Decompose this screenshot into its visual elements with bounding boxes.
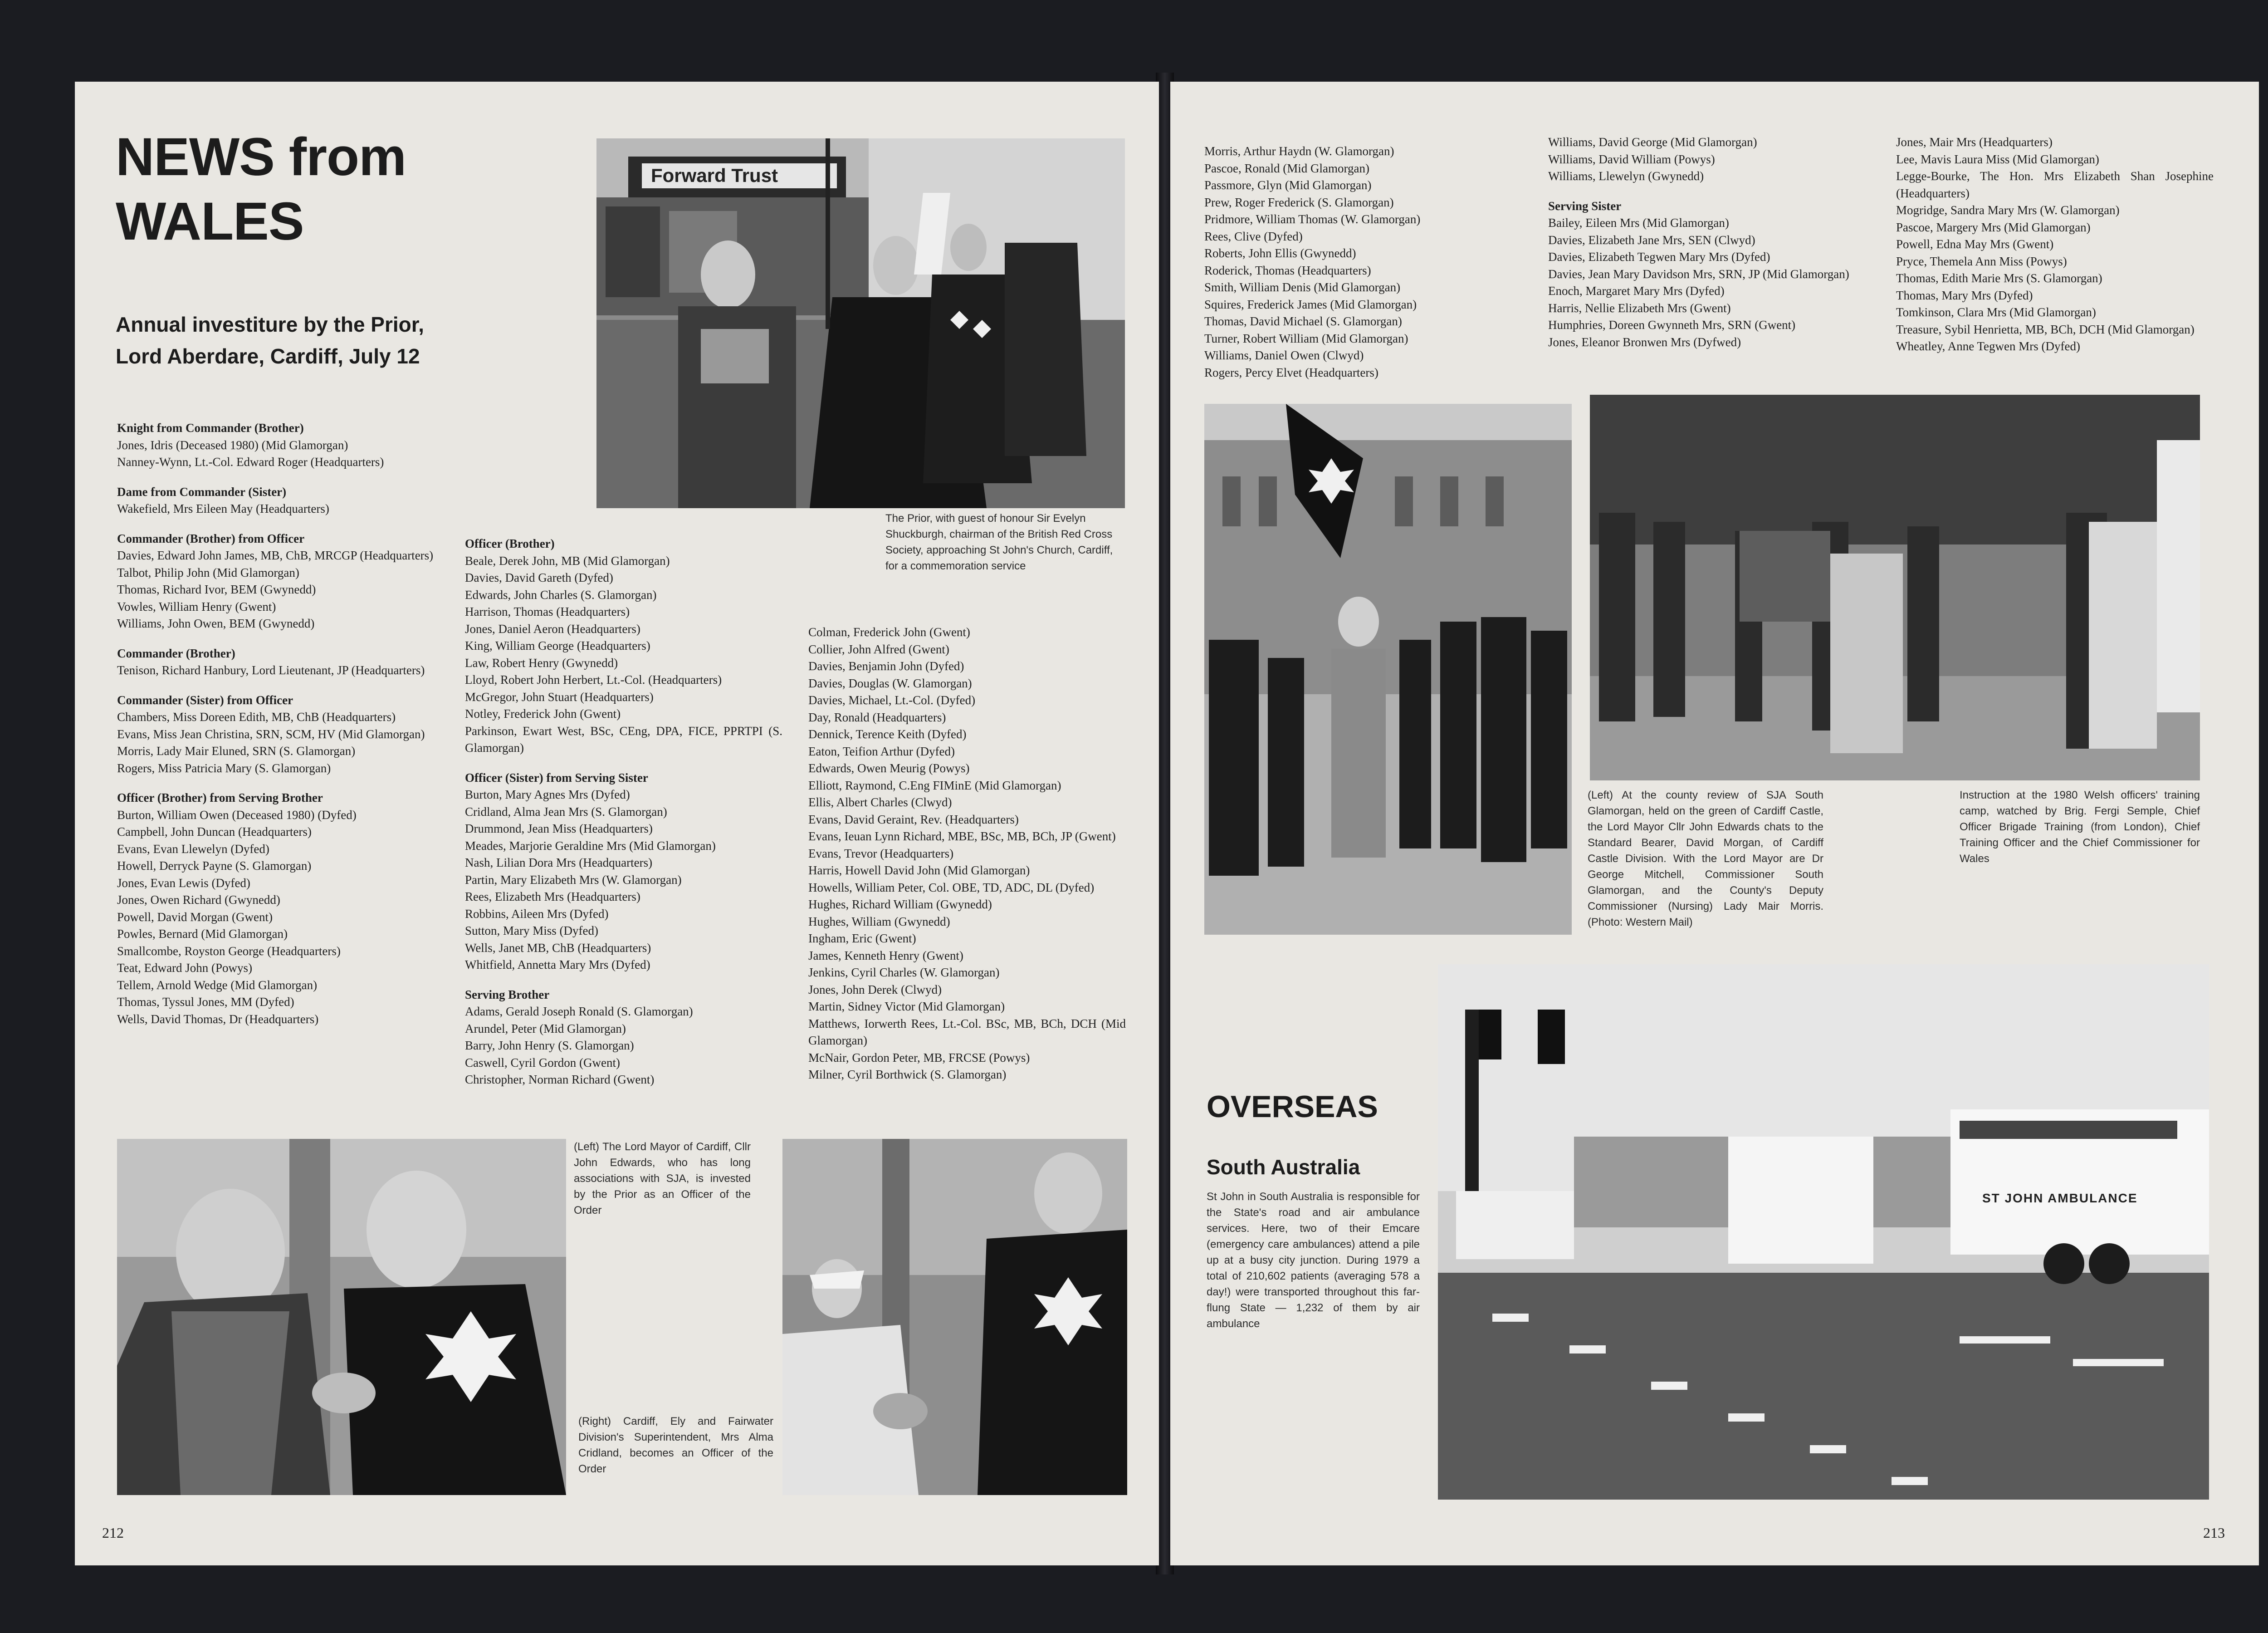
honours-entry: Nanney-Wynn, Lt.-Col. Edward Roger (Headquarters) bbox=[117, 455, 384, 469]
honours-section bbox=[117, 484, 435, 518]
honours-entry: Wells, Janet MB, ChB (Headquarters) bbox=[465, 941, 651, 955]
castle-review-caption: (Left) At the county review of SJA South Glamorgan, held on the green of Cardiff Castle, the Lord Mayor Cllr John Edwards chats to the Standard Bearer, David Morgan, of Cardiff Castle Division. With the Lord Mayor are Dr George Mitchell, Commissioner South Glamorgan, and the County's Deputy Commissioner (Nursing) Lady Mair Morris. (Photo: Western Mail) bbox=[1588, 789, 1823, 928]
honours-section bbox=[117, 790, 435, 1028]
honours-entry: Mogridge, Sandra Mary Mrs (W. Glamorgan) bbox=[1896, 203, 2120, 217]
honours-entry: Jones, Mair Mrs (Headquarters) bbox=[1896, 135, 2053, 149]
honours-entry: Roderick, Thomas (Headquarters) bbox=[1204, 263, 1371, 277]
honours-entry: Edwards, Owen Meurig (Powys) bbox=[808, 761, 970, 775]
training-camp-photo bbox=[1590, 395, 2200, 780]
honours-entry: Thomas, Edith Marie Mrs (S. Glamorgan) bbox=[1896, 271, 2102, 285]
south-australia-text: St John in South Australia is responsible for the State's road and air ambulance services. Here, two of their Emcare (emergency care ambulances) attend a pile up at a busy city junction. During 1979 a total of 210,602 patients (averaging 578 a day!) were transported throughout this far-flung State — 1,232 of them by air ambulance bbox=[1207, 1191, 1420, 1330]
honours-entry: Tellem, Arnold Wedge (Mid Glamorgan) bbox=[117, 978, 318, 992]
honours-entry: Christopher, Norman Richard (Gwent) bbox=[465, 1073, 655, 1086]
honours-entry: Wells, David Thomas, Dr (Headquarters) bbox=[117, 1012, 319, 1026]
honours-section bbox=[117, 530, 435, 633]
honours-column-2 bbox=[465, 535, 782, 1089]
honours-entry: Pridmore, William Thomas (W. Glamorgan) bbox=[1204, 212, 1421, 226]
honours-entry: Wakefield, Mrs Eileen May (Headquarters) bbox=[117, 502, 329, 515]
section-title: Commander (Sister) from Officer bbox=[117, 693, 293, 707]
honours-entry: Harris, Howell David John (Mid Glamorgan) bbox=[808, 863, 1030, 877]
honours-section bbox=[117, 645, 435, 679]
honours-entry: Powell, David Morgan (Gwent) bbox=[117, 910, 273, 924]
honours-entry: Jones, Idris (Deceased 1980) (Mid Glamorgan) bbox=[117, 438, 348, 452]
honours-section bbox=[465, 770, 782, 974]
honours-entry: Law, Robert Henry (Gwynedd) bbox=[465, 656, 618, 670]
right-page bbox=[1170, 82, 2259, 1565]
honours-entry: Evans, Trevor (Headquarters) bbox=[808, 846, 954, 860]
lord-mayor-photo bbox=[117, 1139, 566, 1495]
honours-entry: Jones, Eleanor Bronwen Mrs (Dyfwed) bbox=[1548, 335, 1741, 349]
honours-entry: Morris, Lady Mair Eluned, SRN (S. Glamorgan) bbox=[117, 744, 356, 758]
honours-entry: Burton, William Owen (Deceased 1980) (Dyfed) bbox=[117, 808, 357, 822]
honours-column-3 bbox=[808, 624, 1126, 1084]
subhead-line-2: Lord Aberdare, Cardiff, July 12 bbox=[116, 344, 420, 368]
honours-entry: Bailey, Eileen Mrs (Mid Glamorgan) bbox=[1548, 216, 1729, 230]
honours-entry: Evans, David Geraint, Rev. (Headquarters) bbox=[808, 812, 1019, 826]
honours-entry: Drummond, Jean Miss (Headquarters) bbox=[465, 822, 653, 835]
honours-entry: Williams, David William (Powys) bbox=[1548, 152, 1715, 166]
honours-entry: Robbins, Aileen Mrs (Dyfed) bbox=[465, 907, 609, 921]
honours-entry: Matthews, Iorwerth Rees, Lt.-Col. BSc, MB, BCh, DCH (Mid Glamorgan) bbox=[808, 1016, 1126, 1047]
honours-entry: Hughes, William (Gwynedd) bbox=[808, 914, 950, 928]
honours-entry: Partin, Mary Elizabeth Mrs (W. Glamorgan) bbox=[465, 873, 682, 887]
section-title: Dame from Commander (Sister) bbox=[117, 485, 287, 499]
honours-entry: Beale, Derek John, MB (Mid Glamorgan) bbox=[465, 554, 670, 568]
headline-line-2: WALES bbox=[116, 191, 304, 251]
honours-entry: Pascoe, Ronald (Mid Glamorgan) bbox=[1204, 161, 1369, 175]
honours-entry: Jenkins, Cyril Charles (W. Glamorgan) bbox=[808, 966, 1000, 979]
honours-entry: Pascoe, Margery Mrs (Mid Glamorgan) bbox=[1896, 220, 2091, 234]
procession-caption: The Prior, with guest of honour Sir Evelyn Shuckburgh, chairman of the British Red Cross Society, approaching St John's Church, Cardiff, for a commemoration service bbox=[885, 512, 1113, 572]
honours-entry: Arundel, Peter (Mid Glamorgan) bbox=[465, 1021, 626, 1035]
honours-entry: Jones, Evan Lewis (Dyfed) bbox=[117, 876, 250, 890]
honours-entry: Howells, William Peter, Col. OBE, TD, ADC, DL (Dyfed) bbox=[808, 880, 1095, 894]
honours-entry: Roberts, John Ellis (Gwynedd) bbox=[1204, 246, 1356, 260]
honours-entry: Davies, Edward John James, MB, ChB, MRCGP (Headquarters) bbox=[117, 549, 434, 562]
honours-entry: Cridland, Alma Jean Mrs (S. Glamorgan) bbox=[465, 804, 667, 819]
honours-entry: Rogers, Percy Elvet (Headquarters) bbox=[1204, 365, 1378, 379]
honours-entry: Whitfield, Annetta Mary Mrs (Dyfed) bbox=[465, 958, 650, 971]
left-page bbox=[75, 82, 1159, 1565]
honours-entry: Colman, Frederick John (Gwent) bbox=[808, 625, 970, 639]
honours-entry: Passmore, Glyn (Mid Glamorgan) bbox=[1204, 178, 1372, 192]
forward-trust-sign: Forward Trust bbox=[651, 165, 778, 186]
honours-entry: Davies, Jean Mary Davidson Mrs, SRN, JP (Mid Glamorgan) bbox=[1548, 267, 1849, 281]
castle-review-photo bbox=[1204, 404, 1572, 935]
honours-entry: Humphries, Doreen Gwynneth Mrs, SRN (Gwent) bbox=[1548, 318, 1796, 332]
honours-entry: Sutton, Mary Miss (Dyfed) bbox=[465, 924, 598, 937]
honours-column-6 bbox=[1896, 134, 2214, 355]
honours-entry: Prew, Roger Frederick (S. Glamorgan) bbox=[1204, 195, 1394, 209]
page-number-left: 212 bbox=[102, 1525, 124, 1541]
honours-entry: Powles, Bernard (Mid Glamorgan) bbox=[117, 927, 288, 941]
honours-entry: Tomkinson, Clara Mrs (Mid Glamorgan) bbox=[1896, 305, 2096, 319]
honours-entry: Tenison, Richard Hanbury, Lord Lieutenant, JP (Headquarters) bbox=[117, 663, 425, 677]
honours-entry: Legge-Bourke, The Hon. Mrs Elizabeth Shan Josephine (Headquarters) bbox=[1896, 169, 2214, 200]
honours-entry: Dennick, Terence Keith (Dyfed) bbox=[808, 727, 967, 741]
honours-entry: Evans, Miss Jean Christina, SRN, SCM, HV (Mid Glamorgan) bbox=[117, 727, 425, 741]
honours-entry: Rees, Clive (Dyfed) bbox=[1204, 229, 1303, 243]
honours-entry: Smith, William Denis (Mid Glamorgan) bbox=[1204, 280, 1401, 294]
honours-entry: Caswell, Cyril Gordon (Gwent) bbox=[465, 1055, 620, 1069]
honours-entry: Squires, Frederick James (Mid Glamorgan) bbox=[1204, 297, 1417, 311]
honours-entry: Davies, David Gareth (Dyfed) bbox=[465, 571, 613, 584]
honours-entry: Lee, Mavis Laura Miss (Mid Glamorgan) bbox=[1896, 152, 2099, 166]
honours-entry: Barry, John Henry (S. Glamorgan) bbox=[465, 1039, 634, 1052]
honours-entry: Burton, Mary Agnes Mrs (Dyfed) bbox=[465, 788, 630, 801]
honours-entry: Parkinson, Ewart West, BSc, CEng, DPA, FICE, PPRTPI (S. Glamorgan) bbox=[465, 724, 782, 755]
honours-entry: Thomas, Tyssul Jones, MM (Dyfed) bbox=[117, 995, 294, 1009]
honours-entry: Thomas, Mary Mrs (Dyfed) bbox=[1896, 288, 2033, 302]
honours-entry: Pryce, Themela Ann Miss (Powys) bbox=[1896, 254, 2067, 268]
honours-entry: Lloyd, Robert John Herbert, Lt.-Col. (Headquarters) bbox=[465, 673, 722, 687]
ambulance-junction-photo bbox=[1438, 964, 2209, 1500]
honours-entry: Notley, Frederick John (Gwent) bbox=[465, 707, 621, 721]
honours-entry: Eaton, Teifion Arthur (Dyfed) bbox=[808, 744, 955, 758]
honours-column-1 bbox=[117, 420, 435, 1028]
honours-entry: Jones, John Derek (Clwyd) bbox=[808, 982, 942, 996]
honours-entry: Powell, Edna May Mrs (Gwent) bbox=[1896, 237, 2054, 251]
honours-entry: McGregor, John Stuart (Headquarters) bbox=[465, 690, 654, 704]
section-title: Officer (Brother) bbox=[465, 537, 555, 550]
honours-entry: Rogers, Miss Patricia Mary (S. Glamorgan) bbox=[117, 761, 331, 775]
honours-entry: Ingham, Eric (Gwent) bbox=[808, 932, 916, 945]
honours-entry: Campbell, John Duncan (Headquarters) bbox=[117, 825, 312, 839]
honours-entry: Nash, Lilian Dora Mrs (Headquarters) bbox=[465, 856, 653, 869]
honours-entry: Edwards, John Charles (S. Glamorgan) bbox=[465, 588, 657, 602]
section-title: Knight from Commander (Brother) bbox=[117, 421, 304, 435]
honours-entry: Harris, Nellie Elizabeth Mrs (Gwent) bbox=[1548, 301, 1731, 315]
headline bbox=[116, 125, 406, 254]
honours-entry: Rees, Elizabeth Mrs (Headquarters) bbox=[465, 890, 640, 903]
honours-entry: Day, Ronald (Headquarters) bbox=[808, 710, 946, 724]
ambulance-livery-text: ST JOHN AMBULANCE bbox=[1982, 1191, 2138, 1205]
honours-entry: James, Kenneth Henry (Gwent) bbox=[808, 948, 963, 962]
honours-section bbox=[117, 692, 435, 777]
honours-section bbox=[465, 535, 782, 757]
honours-entry: Vowles, William Henry (Gwent) bbox=[117, 599, 276, 613]
headline-line-1: NEWS from bbox=[116, 127, 406, 187]
honours-entry: Enoch, Margaret Mary Mrs (Dyfed) bbox=[1548, 284, 1725, 298]
section-title: Officer (Brother) from Serving Brother bbox=[117, 791, 323, 804]
honours-entry: Turner, Robert William (Mid Glamorgan) bbox=[1204, 331, 1408, 345]
honours-entry: Meades, Marjorie Geraldine Mrs (Mid Glamorgan) bbox=[465, 839, 716, 853]
section-title-serving-sister: Serving Sister bbox=[1548, 199, 1622, 213]
honours-entry: Morris, Arthur Haydn (W. Glamorgan) bbox=[1204, 144, 1394, 158]
honours-entry: Collier, John Alfred (Gwent) bbox=[808, 642, 949, 656]
overseas-heading: OVERSEAS bbox=[1207, 1089, 1378, 1124]
section-title: Commander (Brother) bbox=[117, 646, 235, 660]
honours-entry: Thomas, Richard Ivor, BEM (Gwynedd) bbox=[117, 583, 316, 596]
subhead-line-1: Annual investiture by the Prior, bbox=[116, 313, 424, 336]
honours-entry: Davies, Douglas (W. Glamorgan) bbox=[808, 676, 972, 690]
honours-column-4 bbox=[1204, 143, 1522, 381]
honours-entry: Treasure, Sybil Henrietta, MB, BCh, DCH (Mid Glamorgan) bbox=[1896, 322, 2195, 336]
cridland-photo bbox=[782, 1139, 1127, 1495]
honours-entry: Williams, John Owen, BEM (Gwynedd) bbox=[117, 617, 315, 630]
page-number-right: 213 bbox=[2203, 1525, 2225, 1541]
honours-entry: Williams, Daniel Owen (Clwyd) bbox=[1204, 348, 1364, 362]
honours-entry: Ellis, Albert Charles (Clwyd) bbox=[808, 795, 952, 809]
section-title: Serving Brother bbox=[465, 987, 550, 1001]
honours-entry: Martin, Sidney Victor (Mid Glamorgan) bbox=[808, 1000, 1005, 1013]
honours-entry: Davies, Elizabeth Tegwen Mary Mrs (Dyfed) bbox=[1548, 250, 1770, 264]
procession-photo bbox=[596, 138, 1125, 508]
honours-entry: Harrison, Thomas (Headquarters) bbox=[465, 605, 630, 618]
lord-mayor-caption: (Left) The Lord Mayor of Cardiff, Cllr John Edwards, who has long associations with SJA, is invested by the Prior as an Officer of the Order bbox=[574, 1141, 751, 1216]
honours-entry: Howell, Derryck Payne (S. Glamorgan) bbox=[117, 859, 312, 873]
honours-entry: Teat, Edward John (Powys) bbox=[117, 961, 253, 975]
honours-entry: Jones, Owen Richard (Gwynedd) bbox=[117, 893, 280, 907]
honours-entry: Jones, Daniel Aeron (Headquarters) bbox=[465, 622, 640, 636]
honours-entry: King, William George (Headquarters) bbox=[465, 639, 650, 652]
subheadline bbox=[116, 309, 637, 372]
honours-entry: Talbot, Philip John (Mid Glamorgan) bbox=[117, 565, 299, 579]
honours-entry: Hughes, Richard William (Gwynedd) bbox=[808, 897, 992, 911]
section-title: Officer (Sister) from Serving Sister bbox=[465, 770, 648, 785]
south-australia-heading: South Australia bbox=[1207, 1155, 1360, 1179]
honours-column-5 bbox=[1548, 134, 1866, 351]
honours-section bbox=[117, 420, 435, 471]
honours-entry: Davies, Michael, Lt.-Col. (Dyfed) bbox=[808, 693, 976, 707]
section-title: Commander (Brother) from Officer bbox=[117, 531, 305, 545]
honours-entry: Davies, Benjamin John (Dyfed) bbox=[808, 659, 964, 673]
cridland-caption: (Right) Cardiff, Ely and Fairwater Division's Superintendent, Mrs Alma Cridland, becomes an Officer of the Order bbox=[578, 1415, 773, 1475]
honours-entry: Smallcombe, Royston George (Headquarters) bbox=[117, 944, 341, 958]
honours-entry: Milner, Cyril Borthwick (S. Glamorgan) bbox=[808, 1068, 1007, 1081]
honours-entry: Davies, Elizabeth Jane Mrs, SEN (Clwyd) bbox=[1548, 233, 1755, 247]
honours-entry: McNair, Gordon Peter, MB, FRCSE (Powys) bbox=[808, 1050, 1030, 1064]
honours-entry: Williams, David George (Mid Glamorgan) bbox=[1548, 135, 1757, 149]
honours-entry: Evans, Evan Llewelyn (Dyfed) bbox=[117, 842, 269, 856]
training-camp-caption: Instruction at the 1980 Welsh officers' training camp, watched by Brig. Fergi Semple, Chief Officer Brigade Training (from London), Chief Training Officer and the Chief Commissioner for Wales bbox=[1960, 789, 2200, 865]
honours-entry: Elliott, Raymond, C.Eng FIMinE (Mid Glamorgan) bbox=[808, 778, 1061, 792]
honours-entry: Evans, Ieuan Lynn Richard, MBE, BSc, MB, BCh, JP (Gwent) bbox=[808, 829, 1116, 843]
honours-entry: Adams, Gerald Joseph Ronald (S. Glamorgan) bbox=[465, 1005, 693, 1018]
honours-entry: Wheatley, Anne Tegwen Mrs (Dyfed) bbox=[1896, 339, 2080, 353]
honours-entry: Thomas, David Michael (S. Glamorgan) bbox=[1204, 314, 1402, 328]
honours-entry: Chambers, Miss Doreen Edith, MB, ChB (Headquarters) bbox=[117, 710, 396, 724]
honours-section bbox=[465, 986, 782, 1089]
honours-entry: Williams, Llewelyn (Gwynedd) bbox=[1548, 169, 1704, 183]
